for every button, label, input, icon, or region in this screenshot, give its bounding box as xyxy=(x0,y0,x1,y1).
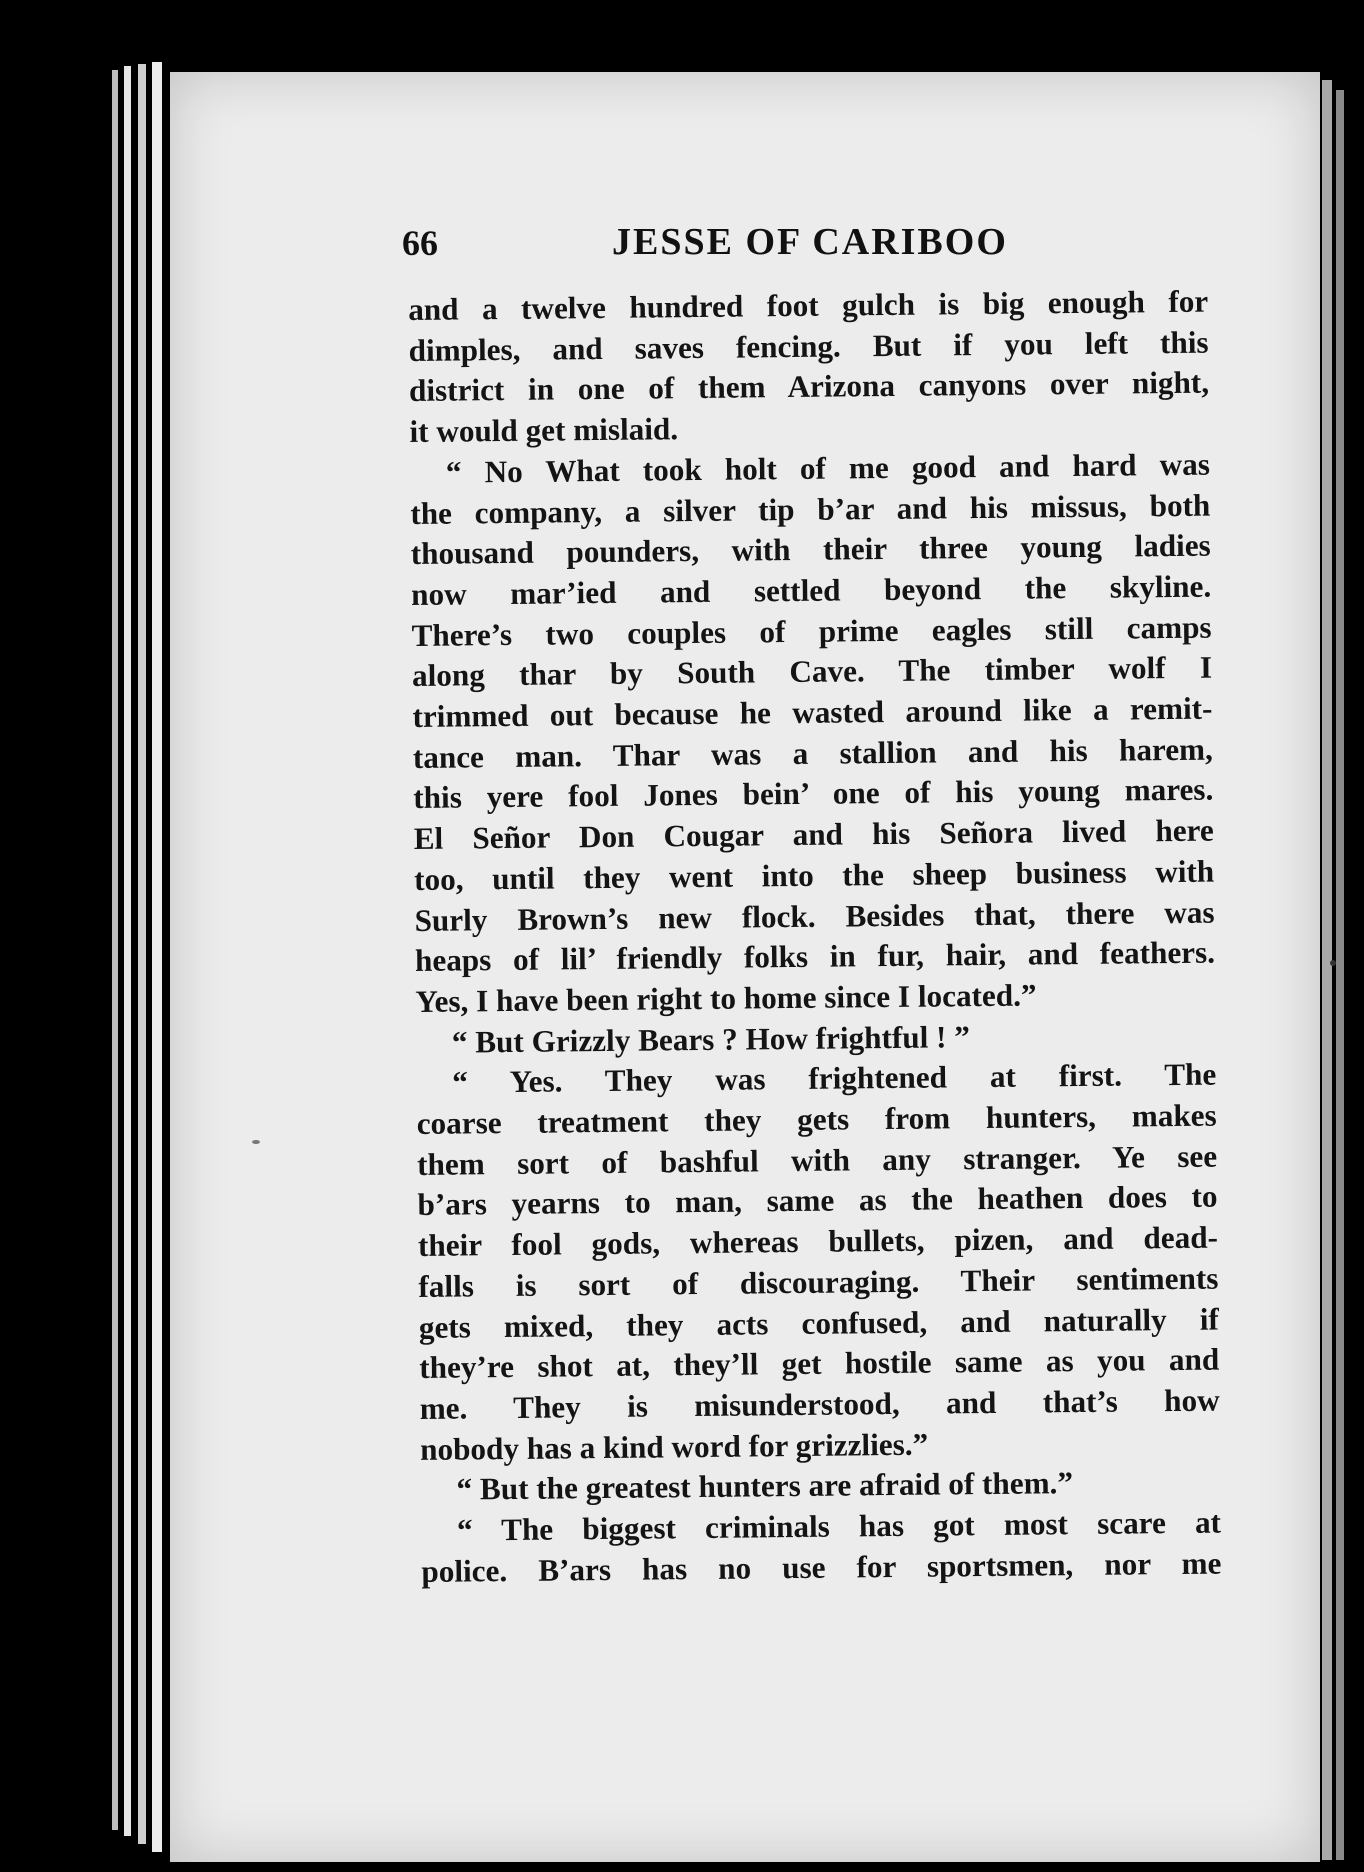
text-line: dimples, and saves fencing. But if you left this xyxy=(408,324,1209,368)
body-text xyxy=(408,282,1222,1593)
text-line: coarse treatment they gets from hunters, makes xyxy=(416,1097,1217,1142)
text-line: district in one of them Arizona canyons over night, xyxy=(408,365,1210,409)
text-line: “ No What took holt of me good and hard was xyxy=(445,446,1211,490)
text-line: their fool gods, whereas bullets, pizen, and dead- xyxy=(417,1219,1219,1264)
scan-speck xyxy=(252,1140,260,1144)
text-line: tance man. Thar was a stallion and his harem, xyxy=(412,731,1214,775)
text-line: “ But Grizzly Bears ? How frightful ! ” xyxy=(451,1018,971,1060)
text-line: along thar by South Cave. The timber wolf I xyxy=(411,649,1213,694)
text-line: too, until they went into the sheep business with xyxy=(413,853,1215,897)
text-line: heaps of lil’ friendly folks in fur, hair, and feathers. xyxy=(414,934,1216,979)
text-line: gets mixed, they acts confused, and naturally if xyxy=(418,1301,1219,1345)
text-line: “ Yes. They was frightened at first. The xyxy=(452,1056,1217,1100)
text-line: Surly Brown’s new flock. Besides that, there was xyxy=(414,894,1215,938)
text-line: them sort of bashful with any stranger. Ye see xyxy=(416,1138,1218,1182)
page-edge xyxy=(124,66,131,1836)
text-line: trimmed out because he wasted around like a remit- xyxy=(412,690,1213,735)
text-line: falls is sort of discouraging. Their sentiments xyxy=(418,1260,1219,1304)
running-title: JESSE OF CARIBOO xyxy=(612,221,1008,263)
text-line: There’s two couples of prime eagles still camps xyxy=(411,609,1212,653)
text-line: they’re shot at, they’ll get hostile same as you and xyxy=(419,1341,1220,1386)
page-edge xyxy=(138,64,146,1844)
text-line: “ But the greatest hunters are afraid of them.” xyxy=(456,1465,1074,1507)
text-line: this yere fool Jones bein’ one of his young mares. xyxy=(413,772,1214,816)
page-number: 66 xyxy=(402,223,438,263)
text-line: the company, a silver tip b’ar and his missus, both xyxy=(410,487,1211,531)
text-line: “ The biggest criminals has got most scare at xyxy=(456,1504,1222,1548)
text-line: me. They is misunderstood, and that’s how xyxy=(419,1382,1220,1426)
text-line: nobody has a kind word for grizzlies.” xyxy=(419,1426,929,1467)
page-edge xyxy=(1336,90,1344,1860)
scan-speck xyxy=(1330,960,1336,966)
page-header xyxy=(402,222,1022,272)
page-edge xyxy=(152,62,162,1852)
page-edge xyxy=(1322,80,1332,1860)
text-line: now mar’ied and settled beyond the skyline. xyxy=(411,568,1212,612)
page-edge xyxy=(112,70,118,1830)
text-line: El Señor Don Cougar and his Señora lived here xyxy=(413,812,1214,857)
text-line: thousand pounders, with their three young ladies xyxy=(410,527,1211,572)
text-line: b’ars yearns to man, same as the heathen does to xyxy=(417,1179,1218,1223)
text-line: police. B’ars has no use for sportsmen, nor me xyxy=(421,1545,1222,1589)
text-line: Yes, I have been right to home since I located.” xyxy=(415,977,1037,1019)
text-line: and a twelve hundred foot gulch is big enough for xyxy=(408,283,1209,327)
text-line: it would get mislaid. xyxy=(409,411,679,450)
